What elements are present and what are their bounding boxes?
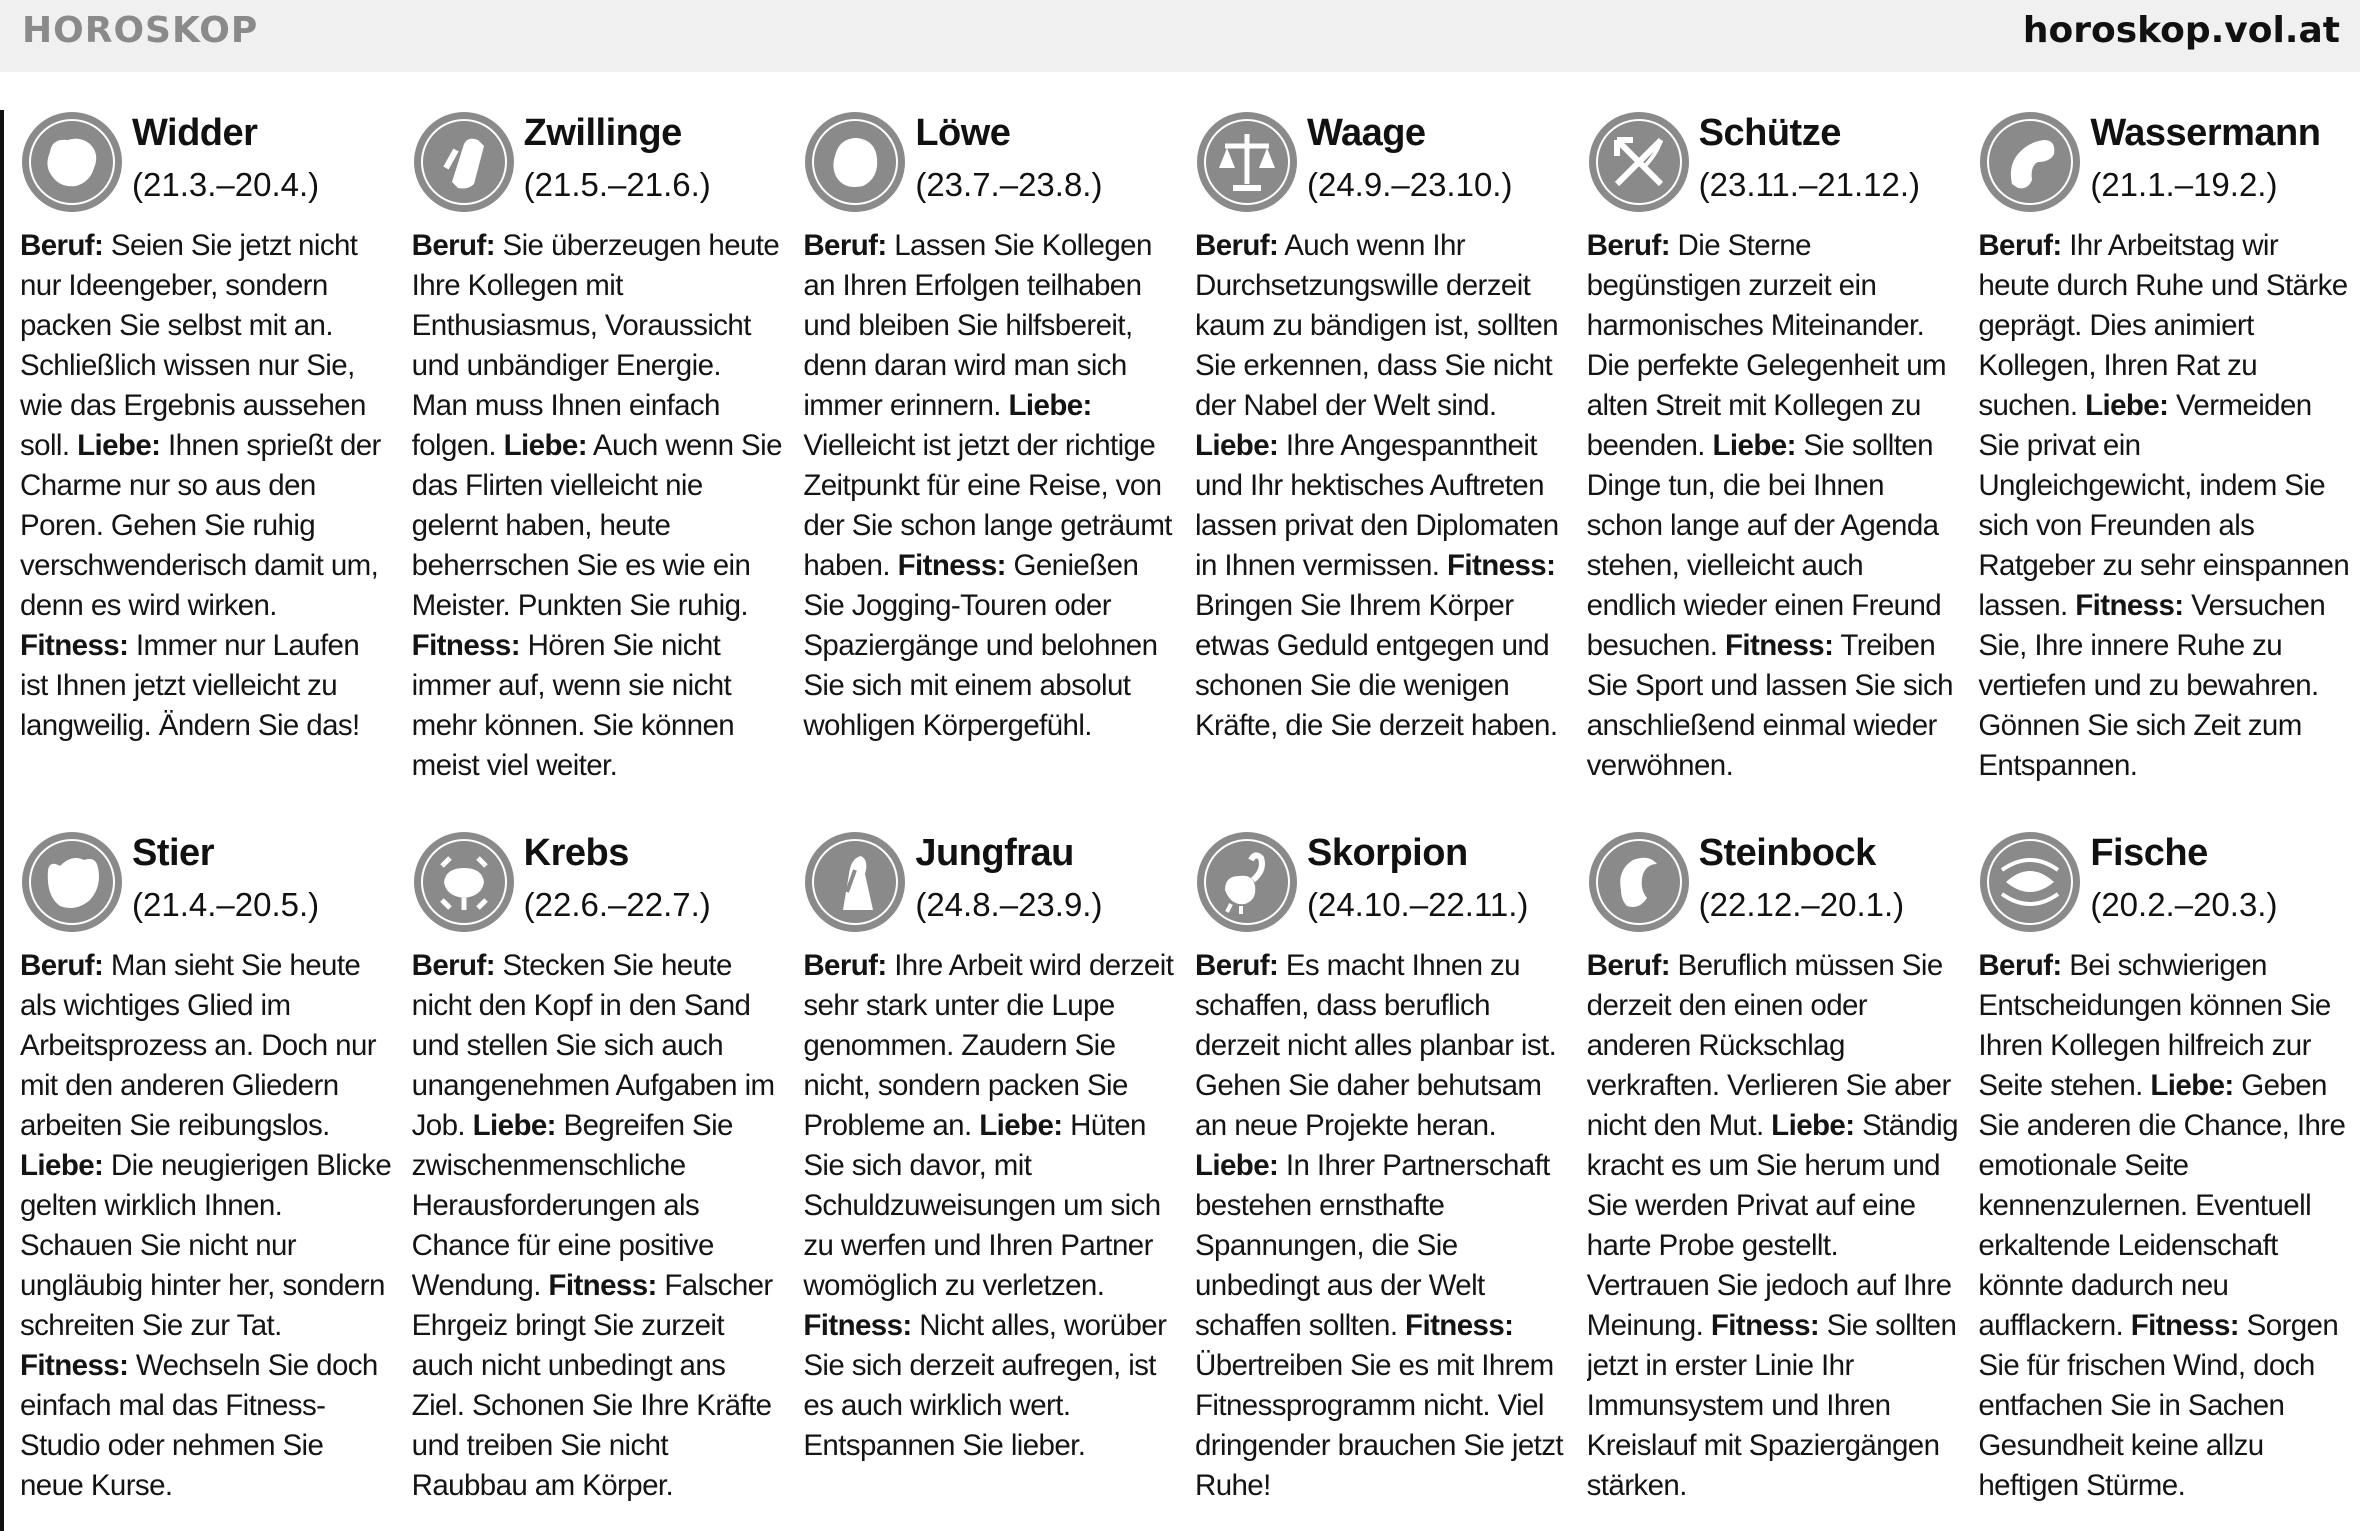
horoscope-text [20,946,392,1506]
card-header [1978,828,2350,946]
gemini-icon [412,110,516,214]
liebe-text: Ihnen sprießt der Charme nur so aus den Poren. Gehen Sie ruhig verschwenderisch damit um, denn es wird wirken. [20,429,381,622]
card-header [1587,108,1959,226]
horoscope-text [1978,226,2350,786]
horoscope-card-schütze [1587,108,1959,828]
fitness-label: Fitness: [1447,549,1556,582]
fitness-label: Fitness: [2075,589,2184,622]
section-title: HOROSKOP [22,10,259,51]
horoscope-grid [20,108,2350,1528]
liebe-text: Die neugierigen Blicke gelten wirklich Ihnen. Schauen Sie nicht nur ungläubig hinter her, sondern schreiten Sie zur Tat. [20,1149,392,1342]
beruf-text: Ihre Arbeit wird derzeit sehr stark unter die Lupe genommen. Zaudern Sie nicht, sondern packen Sie Probleme an. [803,949,1174,1142]
sign-dates: (21.4.–20.5.) [132,886,320,923]
card-header [1587,828,1959,946]
sign-dates: (20.2.–20.3.) [2090,886,2278,923]
horoscope-text [1978,946,2350,1506]
sign-name: Stier [132,832,214,874]
horoscope-card-widder [20,108,392,828]
horoscope-text [1195,226,1567,746]
virgo-icon [803,830,907,934]
fitness-text: Hören Sie nicht immer auf, wenn sie nicht mehr können. Sie können meist viel weiter. [411,629,735,782]
fitness-text: Bringen Sie Ihrem Körper etwas Geduld entgegen und schonen Sie die wenigen Kräfte, die Sie derzeit haben. [1194,589,1558,742]
horoscope-card-steinbock [1587,828,1959,1528]
sign-name: Widder [132,112,258,154]
beruf-label: Beruf: [20,949,104,982]
beruf-text: Sie überzeugen heute Ihre Kollegen mit Enthusiasmus, Voraussicht und unbändiger Energie. Man muss Ihnen einfach folgen. [411,229,780,462]
card-header [803,108,1175,226]
beruf-label: Beruf: [1978,949,2062,982]
taurus-icon [20,830,124,934]
fitness-label: Fitness: [2130,1309,2240,1342]
fitness-label: Fitness: [1725,629,1834,662]
aries-icon [20,110,124,214]
sign-dates: (24.9.–23.10.) [1306,166,1513,203]
horoscope-text [1587,226,1959,786]
card-header [1195,108,1567,226]
fitness-text: Falscher Ehrgeiz bringt Sie zurzeit auch nicht unbedingt ans Ziel. Schonen Sie Ihre Kräfte und treiben Sie nicht Raubbau am Körper. [411,1269,773,1502]
horoscope-text [412,946,784,1506]
leo-icon [803,110,907,214]
beruf-text: Man sieht Sie heute als wichtiges Glied im Arbeitsprozess an. Doch nur mit den anderen Gliedern arbeiten Sie reibungslos. [20,949,377,1142]
fitness-label: Fitness: [1710,1309,1820,1342]
sagittarius-icon [1587,110,1691,214]
beruf-label: Beruf: [803,949,887,982]
card-header [20,828,392,946]
horoscope-text [412,226,784,786]
fitness-label: Fitness: [20,1349,129,1382]
beruf-label: Beruf: [1978,229,2062,262]
header-bar [0,0,2360,72]
horoscope-text [803,946,1175,1466]
fitness-label: Fitness: [20,629,129,662]
beruf-label: Beruf: [411,229,495,262]
aquarius-icon [1978,110,2082,214]
beruf-text: Es macht Ihnen zu schaffen, dass beruflich derzeit nicht alles planbar ist. Gehen Sie daher behutsam an neue Projekte heran. [1194,949,1557,1142]
fitness-text: Übertreiben Sie es mit Ihrem Fitnessprogramm nicht. Viel dringender brauchen Sie jetzt Ruhe! [1194,1349,1563,1502]
fitness-text: Sie sollten jetzt in erster Linie Ihr Immunsystem und Ihren Kreislauf mit Spaziergängen stärken. [1586,1309,1957,1502]
liebe-text: Sie sollten Dinge tun, die bei Ihnen schon lange auf der Agenda stehen, vielleicht auch endlich wieder einen Freund besuchen. [1586,429,1942,662]
fitness-text: Nicht alles, worüber Sie sich derzeit aufregen, ist es auch wirklich wert. Entspannen Sie lieber. [803,1309,1167,1462]
sign-dates: (21.3.–20.4.) [132,166,320,203]
fitness-label: Fitness: [897,549,1006,582]
sign-name: Wassermann [2090,112,2321,154]
liebe-label: Liebe: [2150,1069,2234,1102]
sign-dates: (22.12.–20.1.) [1698,886,1905,923]
horoscope-text [1587,946,1959,1506]
capricorn-icon [1587,830,1691,934]
liebe-text: Geben Sie anderen die Chance, Ihre emotionale Seite kennenzulernen. Eventuell erkaltende Leidenschaft könnte dadurch neu aufflackern. [1978,1069,2346,1342]
liebe-label: Liebe: [2085,389,2169,422]
beruf-label: Beruf: [803,229,887,262]
site-url[interactable]: horoskop.vol.at [2022,10,2340,51]
horoscope-text [803,226,1175,746]
scorpio-icon [1195,830,1299,934]
sign-name: Steinbock [1698,832,1876,874]
card-header [20,108,392,226]
fitness-text: Immer nur Laufen ist Ihnen jetzt vielleicht zu langweilig. Ändern Sie das! [20,629,360,742]
horoscope-text [20,226,392,746]
sign-name: Jungfrau [915,832,1074,874]
liebe-label: Liebe: [1008,389,1092,422]
liebe-text: Vielleicht ist jetzt der richtige Zeitpunkt für eine Reise, von der Sie schon lange geträumt haben. [803,429,1172,582]
sign-name: Krebs [523,832,629,874]
fitness-text: Wechseln Sie doch einfach mal das Fitness-Studio oder nehmen Sie neue Kurse. [20,1349,378,1502]
beruf-text: Bei schwierigen Entscheidungen können Sie Ihren Kollegen hilfreich zur Seite stehen. [1978,949,2331,1102]
beruf-text: Auch wenn Ihr Durchsetzungswille derzeit kaum zu bändigen ist, sollten Sie erkennen, dass Sie nicht der Nabel der Welt sind. [1194,229,1559,422]
liebe-text: Ihre Angespanntheit und Ihr hektisches Auftreten lassen privat den Diplomaten in Ihnen vermissen. [1194,429,1559,582]
liebe-label: Liebe: [77,429,161,462]
liebe-label: Liebe: [1712,429,1796,462]
beruf-text: Ihr Arbeitstag wir heute durch Ruhe und Stärke geprägt. Dies animiert Kollegen, Ihren Rat zu suchen. [1978,229,2348,422]
horoscope-card-löwe [803,108,1175,828]
liebe-label: Liebe: [1194,1149,1279,1182]
fitness-text: Sorgen Sie für frischen Wind, doch entfachen Sie in Sachen Gesundheit keine allzu heftigen Stürme. [1978,1309,2339,1502]
pisces-icon [1978,830,2082,934]
sign-dates: (23.7.–23.8.) [915,166,1103,203]
liebe-label: Liebe: [1194,429,1279,462]
sign-dates: (23.11.–21.12.) [1698,166,1921,203]
liebe-label: Liebe: [1771,1109,1855,1142]
liebe-label: Liebe: [20,1149,104,1182]
liebe-text: In Ihrer Partnerschaft bestehen ernsthafte Spannungen, die Sie unbedingt aus der Welt schaffen sollten. [1194,1149,1550,1342]
horoscope-card-jungfrau [803,828,1175,1528]
horoscope-card-krebs [412,828,784,1528]
card-header [803,828,1175,946]
sign-name: Schütze [1698,112,1841,154]
beruf-label: Beruf: [1586,229,1670,262]
sign-name: Löwe [915,112,1011,154]
sign-name: Zwillinge [523,112,682,154]
fitness-label: Fitness: [1405,1309,1514,1342]
sign-dates: (21.1.–19.2.) [2090,166,2278,203]
beruf-label: Beruf: [1586,949,1670,982]
horoscope-card-skorpion [1195,828,1567,1528]
liebe-text: Begreifen Sie zwischenmenschliche Herausforderungen als Chance für eine positive Wendung. [411,1109,733,1302]
liebe-text: Ständig kracht es um Sie herum und Sie werden Privat auf eine harte Probe gestellt. Vertrauen Sie jedoch auf Ihre Meinung. [1586,1109,1958,1342]
horoscope-card-wassermann [1978,108,2350,828]
horoscope-card-waage [1195,108,1567,828]
card-header [1978,108,2350,226]
beruf-text: Die Sterne begünstigen zurzeit ein harmonisches Miteinander. Die perfekte Gelegenheit um alten Streit mit Kollegen zu beenden. [1586,229,1946,462]
fitness-label: Fitness: [548,1269,657,1302]
sign-dates: (21.5.–21.6.) [523,166,711,203]
sign-dates: (22.6.–22.7.) [523,886,711,923]
beruf-text: Stecken Sie heute nicht den Kopf in den Sand und stellen Sie sich auch unangenehmen Aufgaben im Job. [411,949,775,1142]
beruf-label: Beruf: [20,229,104,262]
card-header [1195,828,1567,946]
beruf-label: Beruf: [411,949,495,982]
liebe-text: Auch wenn Sie das Flirten vielleicht nie gelernt haben, heute beherrschen Sie es wie ein Meister. Punkten Sie ruhig. [411,429,782,622]
sign-name: Skorpion [1306,832,1468,874]
beruf-text: Lassen Sie Kollegen an Ihren Erfolgen teilhaben und bleiben Sie hilfsbereit, denn daran wird man sich immer erinnern. [803,229,1152,422]
liebe-text: Vermeiden Sie privat ein Ungleichgewicht, indem Sie sich von Freunden als Ratgeber zu sehr einspannen lassen. [1978,389,2350,622]
cancer-icon [412,830,516,934]
card-header [412,828,784,946]
sign-name: Waage [1306,112,1426,154]
column-rule [0,110,4,1531]
libra-icon [1195,110,1299,214]
card-header [412,108,784,226]
fitness-label: Fitness: [411,629,520,662]
fitness-text: Treiben Sie Sport und lassen Sie sich anschließend einmal wieder verwöhnen. [1586,629,1953,782]
liebe-text: Hüten Sie sich davor, mit Schuldzuweisungen um sich zu werfen und Ihren Partner womöglich zu verletzen. [803,1109,1161,1302]
liebe-label: Liebe: [472,1109,556,1142]
beruf-text: Beruflich müssen Sie derzeit den einen oder anderen Rückschlag verkraften. Verlieren Sie aber nicht den Mut. [1586,949,1951,1142]
fitness-text: Genießen Sie Jogging-Touren oder Spaziergänge und belohnen Sie sich mit einem absolut wohligen Körpergefühl. [803,549,1158,742]
horoscope-card-fische [1978,828,2350,1528]
fitness-text: Versuchen Sie, Ihre innere Ruhe zu vertiefen und zu bewahren. Gönnen Sie sich Zeit zum Entspannen. [1978,589,2326,782]
fitness-label: Fitness: [803,1309,912,1342]
beruf-label: Beruf: [1194,949,1279,982]
liebe-label: Liebe: [503,429,587,462]
beruf-text: Seien Sie jetzt nicht nur Ideengeber, sondern packen Sie selbst mit an. Schließlich wissen nur Sie, wie das Ergebnis aussehen soll. [20,229,366,462]
horoscope-card-zwillinge [412,108,784,828]
sign-dates: (24.8.–23.9.) [915,886,1103,923]
horoscope-text [1195,946,1567,1506]
sign-dates: (24.10.–22.11.) [1306,886,1529,923]
liebe-label: Liebe: [979,1109,1063,1142]
horoscope-card-stier [20,828,392,1528]
beruf-label: Beruf: [1194,229,1279,262]
sign-name: Fische [2090,832,2208,874]
